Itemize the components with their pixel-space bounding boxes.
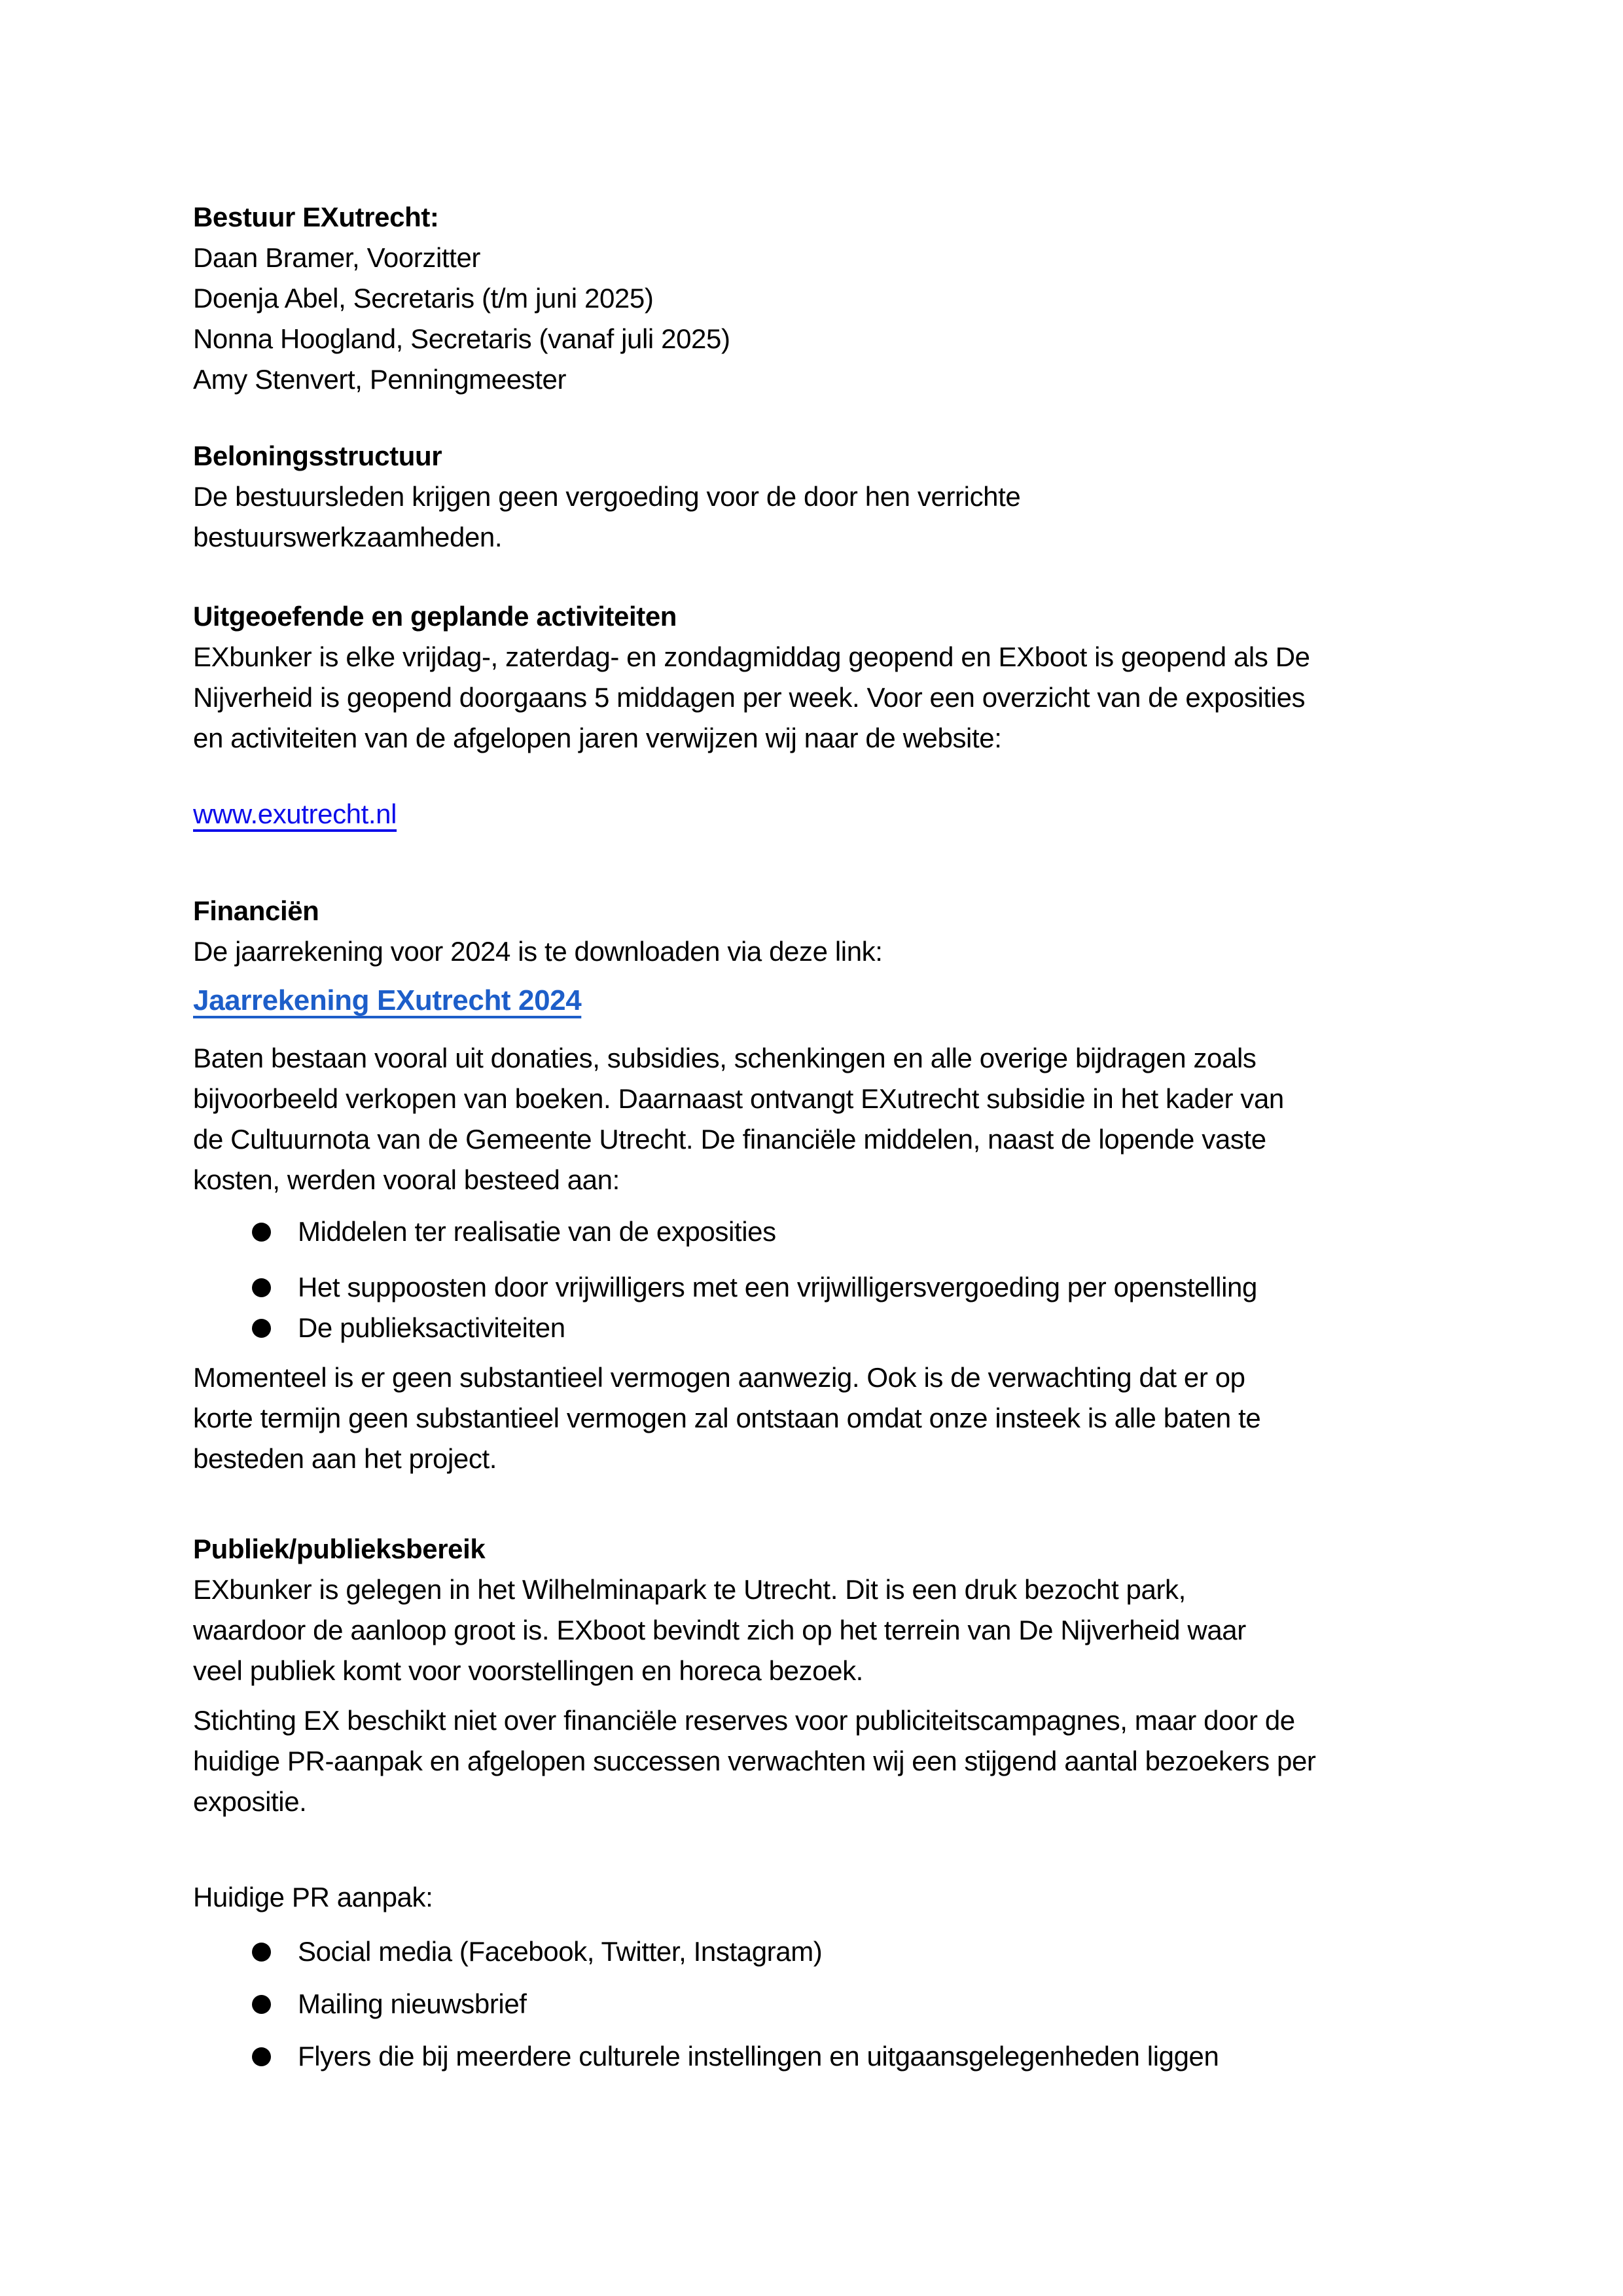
bullet-dot-icon	[252, 1211, 298, 1242]
bullet-dot-icon	[252, 1308, 298, 1338]
body-text-line: korte termijn geen substantieel vermogen zal ontstaan omdat onze insteek is alle baten te	[193, 1403, 1261, 1433]
bestuur-member: Nonna Hoogland, Secretaris (vanaf juli 2025)	[193, 323, 730, 354]
section-financien	[193, 891, 1436, 972]
section-activiteiten	[193, 596, 1436, 759]
bullet-dot-icon	[252, 1267, 298, 1297]
list-item	[193, 1267, 1436, 1308]
website-link[interactable]: www.exutrecht.nl	[193, 798, 397, 829]
body-text-line: De bestuursleden krijgen geen vergoeding voor de door hen verrichte	[193, 481, 1021, 512]
list-item	[193, 1211, 1436, 1252]
body-text-line: expositie.	[193, 1786, 307, 1817]
body-text-line: De jaarrekening voor 2024 is te downloaden via deze link:	[193, 936, 883, 967]
bullet-dot-icon	[252, 1984, 298, 2014]
bestuur-member: Doenja Abel, Secretaris (t/m juni 2025)	[193, 283, 654, 314]
pr-aanpak-label: Huidige PR aanpak:	[193, 1882, 433, 1912]
website-link-row	[193, 794, 1436, 834]
list-item-label: De publieksactiviteiten	[298, 1312, 565, 1343]
activiteiten-heading: Uitgeoefende en geplande activiteiten	[193, 601, 677, 632]
list-item	[193, 1931, 1436, 1972]
body-text-line: en activiteiten van de afgelopen jaren verwijzen wij naar de website:	[193, 723, 1002, 753]
list-item	[193, 1308, 1436, 1348]
section-beloningsstructuur	[193, 436, 1436, 558]
section-baten	[193, 1038, 1436, 1200]
body-text-line: EXbunker is gelegen in het Wilhelminapark te Utrecht. Dit is een druk bezocht park,	[193, 1574, 1186, 1605]
section-bestuur	[193, 197, 1436, 400]
bestuur-member: Amy Stenvert, Penningmeester	[193, 364, 567, 395]
body-text-line: huidige PR-aanpak en afgelopen successen verwachten wij een stijgend aantal bezoekers per	[193, 1746, 1316, 1776]
body-text-line: de Cultuurnota van de Gemeente Utrecht. De financiële middelen, naast de lopende vaste	[193, 1124, 1266, 1155]
bestuur-member: Daan Bramer, Voorzitter	[193, 242, 480, 273]
list-item-label: Het suppoosten door vrijwilligers met een vrijwilligersvergoeding per openstelling	[298, 1272, 1257, 1302]
body-text-line: veel publiek komt voor voorstellingen en horeca bezoek.	[193, 1655, 863, 1686]
body-text-line: kosten, werden vooral besteed aan:	[193, 1164, 620, 1195]
list-item-label: Flyers die bij meerdere culturele instellingen en uitgaansgelegenheden liggen	[298, 2041, 1219, 2072]
bestuur-heading: Bestuur EXutrecht:	[193, 202, 439, 232]
body-text-line: bijvoorbeeld verkopen van boeken. Daarnaast ontvangt EXutrecht subsidie in het kader van	[193, 1083, 1284, 1114]
jaarrekening-link[interactable]: Jaarrekening EXutrecht 2024	[193, 984, 582, 1016]
section-pr-aanpak	[193, 1877, 1436, 1918]
body-text-line: Stichting EX beschikt niet over financiële reserves voor publiciteitscampagnes, maar door de	[193, 1705, 1295, 1736]
body-text-line: Baten bestaan vooral uit donaties, subsidies, schenkingen en alle overige bijdragen zoals	[193, 1043, 1257, 1073]
pr-bullet-list	[193, 1931, 1436, 2077]
list-item-label: Social media (Facebook, Twitter, Instagram)	[298, 1936, 823, 1967]
body-text-line: Nijverheid is geopend doorgaans 5 middagen per week. Voor een overzicht van de exposities	[193, 682, 1306, 713]
body-text-line: bestuurswerkzaamheden.	[193, 522, 503, 552]
body-text-line: Momenteel is er geen substantieel vermogen aanwezig. Ook is de verwachting dat er op	[193, 1362, 1245, 1393]
list-item-label: Mailing nieuwsbrief	[298, 1988, 527, 2019]
section-reserves	[193, 1700, 1436, 1822]
bullet-dot-icon	[252, 2036, 298, 2066]
section-publiek	[193, 1529, 1436, 1691]
beloningsstructuur-heading: Beloningsstructuur	[193, 440, 442, 471]
publiek-heading: Publiek/publieksbereik	[193, 1534, 486, 1564]
body-text-line: EXbunker is elke vrijdag-, zaterdag- en zondagmiddag geopend en EXboot is geopend als De	[193, 641, 1310, 672]
bullet-dot-icon	[252, 1931, 298, 1962]
body-text-line: besteden aan het project.	[193, 1443, 497, 1474]
body-text-line: waardoor de aanloop groot is. EXboot bevindt zich op het terrein van De Nijverheid waar	[193, 1615, 1246, 1645]
list-item-label: Middelen ter realisatie van de exposities	[298, 1216, 776, 1247]
list-item	[193, 1984, 1436, 2024]
jaarrekening-link-row	[193, 980, 1436, 1021]
besteed-bullet-list	[193, 1211, 1436, 1348]
list-item	[193, 2036, 1436, 2077]
financien-heading: Financiën	[193, 895, 319, 926]
section-vermogen	[193, 1357, 1436, 1479]
